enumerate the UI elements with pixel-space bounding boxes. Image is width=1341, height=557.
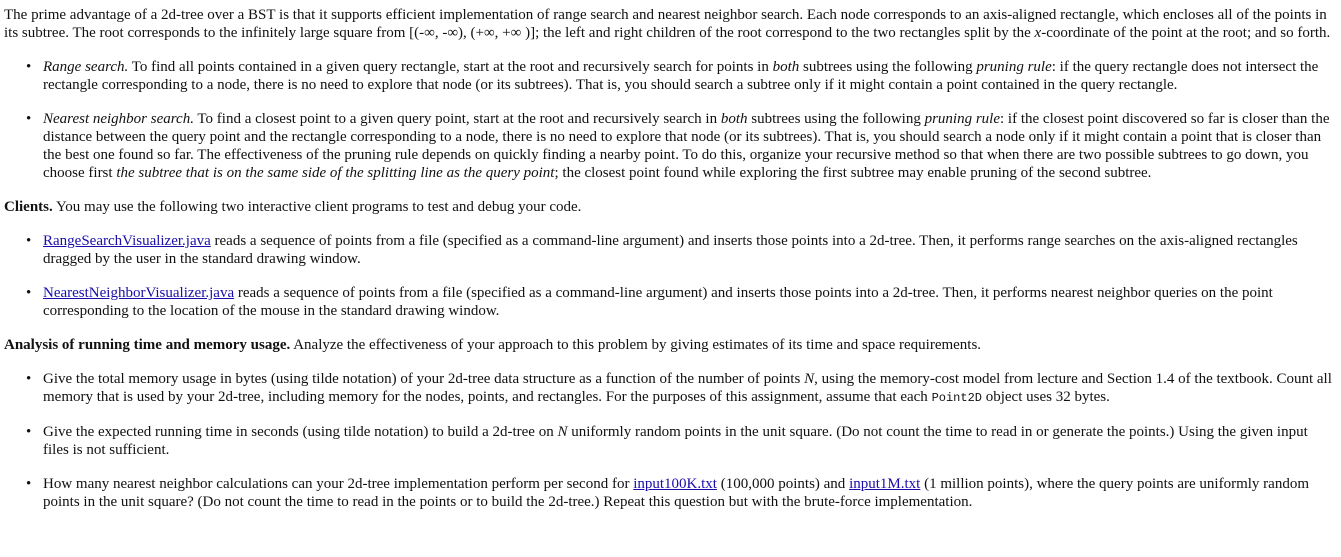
analysis-paragraph bbox=[4, 336, 1337, 354]
clients-paragraph bbox=[4, 198, 1337, 216]
range-search-title: Range search. bbox=[43, 59, 129, 75]
calculations-text: How many nearest neighbor calculations can your 2d-tree implementation perform per second for bbox=[43, 476, 634, 492]
nearest-search-text-2: subtrees using the following bbox=[747, 111, 925, 127]
running-time-item bbox=[43, 423, 1337, 459]
intro-text: The prime advantage of a 2d-tree over a BST is that it supports efficient implementation of range search and nearest neighbor search. Each node corresponds to an axis-aligned rectangle, which encloses all of the points in its subtree. The root corresponds to the infinitely large square from [(-∞, -∞), (+∞, +∞ )]; the left and right children of the root correspond to the two rectangles split by the bbox=[4, 7, 1327, 41]
nearest-calculations-item bbox=[43, 475, 1337, 511]
range-search-text-2: subtrees using the following bbox=[799, 59, 977, 75]
running-time-text: Give the expected running time in seconds (using tilde notation) to build a 2d-tree on bbox=[43, 424, 558, 440]
intro-text-end: -coordinate of the point at the root; and so forth. bbox=[1041, 25, 1331, 41]
nearest-search-text: To find a closest point to a given query point, start at the root and recursively search in bbox=[193, 111, 721, 127]
nearest-search-title: Nearest neighbor search. bbox=[43, 111, 194, 127]
nearest-visualizer-item bbox=[43, 284, 1337, 320]
range-search-item bbox=[43, 58, 1337, 94]
range-visualizer-text: reads a sequence of points from a file (specified as a command-line argument) and inserts those points into a 2d-tree. Then, it performs range searches on the axis-aligned rectangles dragged by the user in the standard drawing window. bbox=[43, 233, 1298, 267]
input1m-link[interactable]: input1M.txt bbox=[849, 476, 921, 492]
nearest-search-text-4: ; the closest point found while exploring the first subtree may enable pruning of the second subtree. bbox=[554, 165, 1152, 181]
same-side-italic: the subtree that is on the same side of the splitting line as the query point bbox=[116, 165, 555, 181]
clients-heading: Clients. bbox=[4, 199, 53, 215]
nearest-visualizer-text: reads a sequence of points from a file (specified as a command-line argument) and inserts those points into a 2d-tree. Then, it performs nearest neighbor queries on the point corresponding to the location of the mouse in the standard drawing window. bbox=[43, 285, 1273, 319]
input100k-link[interactable]: input100K.txt bbox=[633, 476, 717, 492]
nearest-search-text-3: : if the closest point discovered so far is closer than the distance between the query point and the rectangle corresponding to a node, there is no need to explore that node (or its subtrees). That is, you should search a node only if it might contain a point that is closer than the best one found so far. The effectiveness of the pruning rule depends on quickly finding a nearby point. To do this, organize your recursive method so that when there are two possible subtrees to go down, you choose first bbox=[43, 111, 1330, 181]
range-visualizer-item bbox=[43, 232, 1337, 268]
intro-paragraph bbox=[4, 6, 1337, 42]
both-italic: both bbox=[720, 111, 748, 127]
analysis-heading: Analysis of running time and memory usage. bbox=[4, 337, 291, 353]
n-italic: N bbox=[557, 424, 568, 440]
analysis-text: Analyze the effectiveness of your approach to this problem by giving estimates of its time and space requirements. bbox=[290, 337, 982, 353]
memory-text-3: object uses 32 bytes. bbox=[981, 389, 1110, 405]
calculations-text-3: (1 million points), where the query points are uniformly random points in the unit square? (Do not count the time to read in the points or to build the 2d-tree.) Repeat this question but with the brute-force implementation. bbox=[43, 476, 1309, 510]
search-operations-list bbox=[4, 58, 1337, 182]
memory-text-2: , using the memory-cost model from lecture and Section 1.4 of the textbook. Count all memory that is used by your 2d-tree, including memory for the nodes, points, and rectangles. For the purposes of this assignment, assume that each bbox=[43, 371, 1332, 405]
nearest-neighbor-visualizer-link[interactable]: NearestNeighborVisualizer.java bbox=[43, 285, 235, 301]
clients-list bbox=[4, 232, 1337, 320]
n-italic: N bbox=[804, 371, 815, 387]
point2d-code: Point2D bbox=[931, 391, 982, 405]
memory-text: Give the total memory usage in bytes (using tilde notation) of your 2d-tree data structure as a function of the number of points bbox=[43, 371, 805, 387]
range-search-visualizer-link[interactable]: RangeSearchVisualizer.java bbox=[43, 233, 211, 249]
analysis-list bbox=[4, 370, 1337, 511]
x-coordinate-italic: x bbox=[1034, 25, 1042, 41]
pruning-rule-italic: pruning rule bbox=[924, 111, 1000, 127]
range-search-text: To find all points contained in a given query rectangle, start at the root and recursively search for points in bbox=[128, 59, 773, 75]
running-time-text-2: uniformly random points in the unit square. (Do not count the time to read in or generate the points.) Using the given input files is not sufficient. bbox=[43, 424, 1308, 458]
range-search-text-3: : if the query rectangle does not intersect the rectangle corresponding to a node, there is no need to explore that node (or its subtrees). That is, you should search a subtree only if it might contain a point contained in the query rectangle. bbox=[43, 59, 1319, 93]
both-italic: both bbox=[772, 59, 800, 75]
memory-usage-item bbox=[43, 370, 1337, 407]
clients-text: You may use the following two interactive client programs to test and debug your code. bbox=[52, 199, 582, 215]
calculations-text-2: (100,000 points) and bbox=[716, 476, 850, 492]
pruning-rule-italic: pruning rule bbox=[976, 59, 1052, 75]
nearest-search-item bbox=[43, 110, 1337, 182]
